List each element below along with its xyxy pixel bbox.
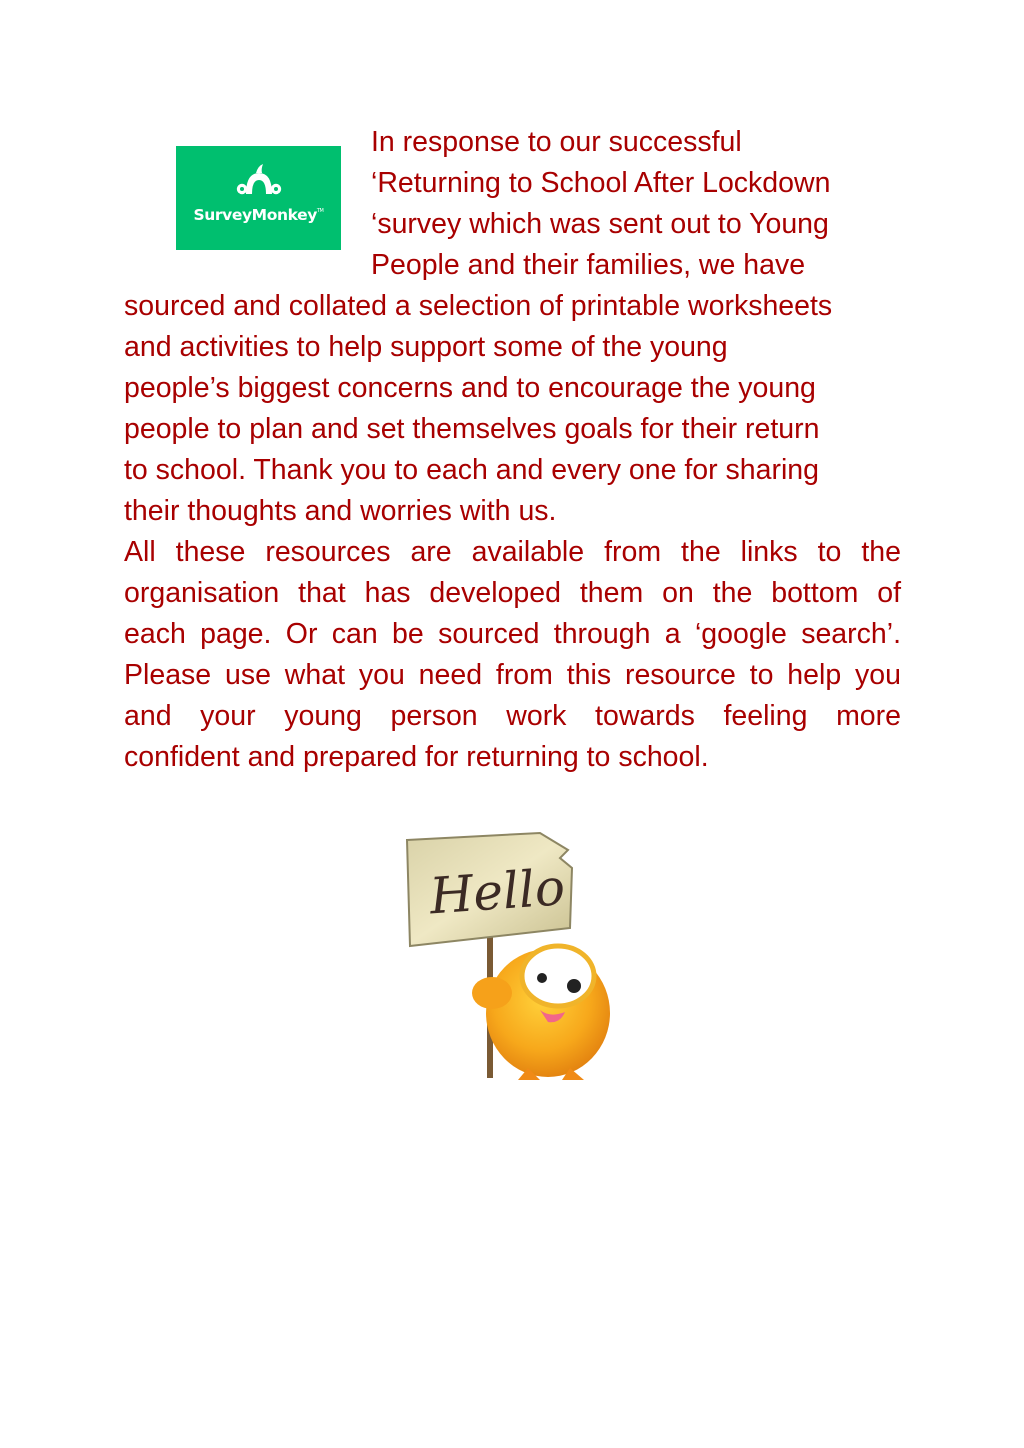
body-line: people’s biggest concerns and to encourage the young [124,372,816,404]
sign-text: Hello [427,858,567,926]
resource-line: All these resources are available from the links to the [124,536,901,568]
resource-line: confident and prepared for returning to school. [124,741,709,773]
body-line: their thoughts and worries with us. [124,495,557,527]
body-line: people to plan and set themselves goals for their return [124,413,820,445]
resource-line: organisation that has developed them on the bottom of [124,577,901,609]
hello-chick-illustration [400,828,630,1090]
logo-wordmark: SurveyMonkey™ [193,206,324,224]
intro-line: In response to our successful [371,126,742,158]
resource-line: Please use what you need from this resource to help you [124,659,901,691]
resource-line: and your young person work towards feeling more [124,700,901,732]
intro-line: ‘survey which was sent out to Young [371,208,829,240]
intro-line: People and their families, we have [371,249,806,281]
body-line: to school. Thank you to each and every one for sharing [124,454,819,486]
monkey-icon [176,146,341,250]
resource-line: each page. Or can be sourced through a ‘google search’. [124,618,901,650]
body-line: sourced and collated a selection of printable worksheets [124,290,833,322]
surveymonkey-logo [176,146,341,250]
intro-line: ‘Returning to School After Lockdown [371,167,831,199]
body-line: and activities to help support some of the young [124,331,728,363]
